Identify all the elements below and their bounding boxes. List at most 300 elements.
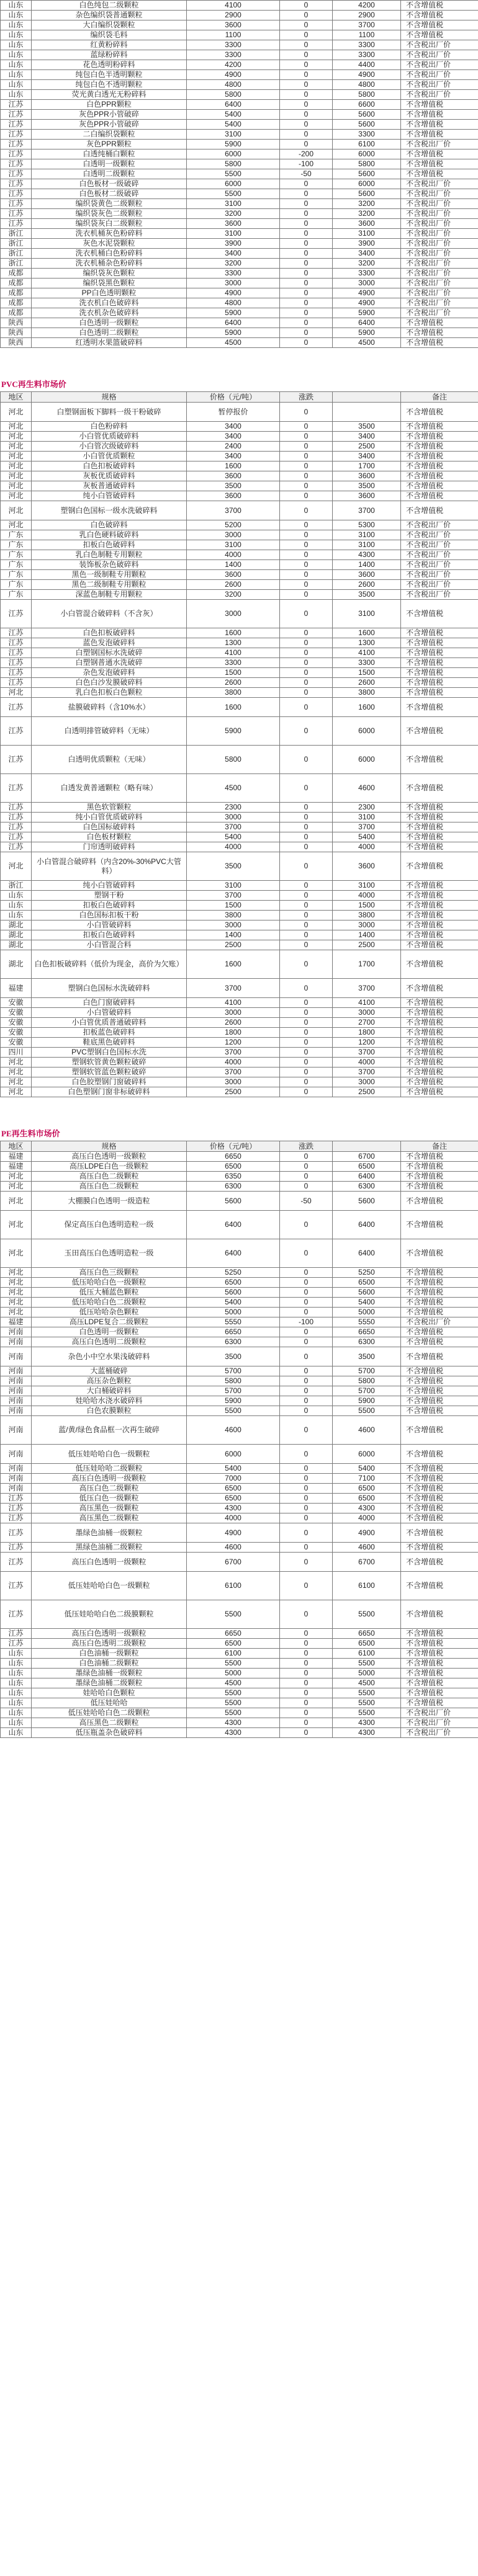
prev-cell: 5600 [333, 169, 401, 179]
note-cell: 不含增值税 [401, 698, 478, 717]
region-cell: 浙江 [1, 229, 32, 239]
price-table [0, 391, 478, 1097]
change-cell: 0 [280, 120, 333, 130]
change-cell: 0 [280, 50, 333, 60]
prev-cell: 6500 [333, 1278, 401, 1288]
change-cell: 0 [280, 452, 333, 461]
table-row [1, 1087, 478, 1097]
price-cell: 3600 [187, 20, 280, 30]
prev-cell: 6700 [333, 1152, 401, 1162]
spec-cell: 小白管破碎料 [32, 920, 187, 930]
table-row [1, 70, 478, 80]
spec-cell: 高压白色透明二级颗粒 [32, 1337, 187, 1347]
price-cell: 4900 [187, 70, 280, 80]
prev-cell: 1700 [333, 461, 401, 471]
region-cell: 湖北 [1, 950, 32, 979]
price-cell: 5800 [187, 1376, 280, 1386]
spec-cell: 白色国标破碎料 [32, 822, 187, 832]
spec-cell: 编织袋毛料 [32, 30, 187, 40]
prev-cell: 3100 [333, 229, 401, 239]
table-row [1, 698, 478, 717]
table-row [1, 1464, 478, 1474]
note-cell: 不含增值税 [401, 1669, 478, 1678]
prev-cell: 2600 [333, 678, 401, 688]
note-cell: 不含税出厂价 [401, 298, 478, 308]
price-cell: 2600 [187, 580, 280, 590]
spec-cell: 小白管优质破碎料 [32, 432, 187, 442]
region-cell: 河南 [1, 1445, 32, 1464]
spec-cell: 低压娃哈哈白色二级颗粒 [32, 1708, 187, 1718]
spec-cell: 二白编织袋颗粒 [32, 130, 187, 140]
prev-cell: 5250 [333, 1268, 401, 1278]
price-cell: 3500 [187, 481, 280, 491]
prev-cell: 1300 [333, 638, 401, 648]
prev-cell: 3000 [333, 1077, 401, 1087]
price-cell: 5600 [187, 1192, 280, 1211]
price-cell: 3400 [187, 432, 280, 442]
price-cell: 2600 [187, 1018, 280, 1028]
change-cell: 0 [280, 1464, 333, 1474]
region-cell: 河南 [1, 1337, 32, 1347]
prev-cell: 3900 [333, 239, 401, 249]
spec-cell: 大棚膜白色透明一级造粒 [32, 1192, 187, 1211]
note-cell: 不含增值税 [401, 1523, 478, 1543]
change-cell: 0 [280, 1504, 333, 1513]
region-cell: 江苏 [1, 628, 32, 638]
spec-cell: 洗衣机桶杂色粉碎料 [32, 259, 187, 269]
region-cell: 河北 [1, 491, 32, 501]
spec-cell: 白色透明一级颗粒 [32, 318, 187, 328]
spec-cell: 编织袋黑色颗粒 [32, 279, 187, 288]
region-cell: 江苏 [1, 842, 32, 852]
table-row [1, 668, 478, 678]
spec-cell: 塑钢白色国标水洗破碎料 [32, 979, 187, 998]
note-cell: 不含增值税 [401, 1474, 478, 1484]
price-cell: 5800 [187, 90, 280, 100]
table-row [1, 648, 478, 658]
prev-cell: 3100 [333, 813, 401, 822]
change-cell: 0 [280, 199, 333, 209]
change-cell: 0 [280, 930, 333, 940]
table-row [1, 1708, 478, 1718]
note-cell: 不含增值税 [401, 30, 478, 40]
table-row [1, 1366, 478, 1376]
region-cell: 河南 [1, 1347, 32, 1366]
price-cell: 3200 [187, 209, 280, 219]
price-cell: 3700 [187, 501, 280, 520]
note-cell: 不含增值税 [401, 403, 478, 422]
prev-cell: 1400 [333, 560, 401, 570]
table-row [1, 920, 478, 930]
change-cell: 0 [280, 1058, 333, 1067]
note-cell: 不含增值税 [401, 1504, 478, 1513]
region-cell: 江苏 [1, 140, 32, 149]
price-cell: 3700 [187, 1048, 280, 1058]
region-cell: 江苏 [1, 1553, 32, 1572]
spec-cell: 高压LDPE白色一级颗粒 [32, 1162, 187, 1172]
change-cell: 0 [280, 600, 333, 628]
table-row [1, 1317, 478, 1327]
prev-cell: 6650 [333, 1327, 401, 1337]
note-cell: 不含增值税 [401, 774, 478, 803]
table-row [1, 881, 478, 891]
price-cell: 5800 [187, 746, 280, 774]
table-row [1, 442, 478, 452]
table-row [1, 540, 478, 550]
price-table [0, 1141, 478, 1738]
table-row [1, 1162, 478, 1172]
note-cell: 不含增值税 [401, 881, 478, 891]
region-cell: 山东 [1, 1718, 32, 1728]
region-cell: 河北 [1, 1077, 32, 1087]
table-row [1, 1, 478, 11]
region-cell: 江苏 [1, 822, 32, 832]
region-cell: 江苏 [1, 832, 32, 842]
spec-cell: 花色透明粉碎料 [32, 60, 187, 70]
price-cell: 3000 [187, 1077, 280, 1087]
region-cell: 广东 [1, 580, 32, 590]
note-cell: 不含税出厂价 [401, 1708, 478, 1718]
table-row [1, 1494, 478, 1504]
prev-cell: 6500 [333, 1162, 401, 1172]
price-cell: 5500 [187, 1600, 280, 1629]
region-cell: 山东 [1, 30, 32, 40]
prev-cell: 4600 [333, 774, 401, 803]
region-cell: 成都 [1, 308, 32, 318]
region-cell: 浙江 [1, 881, 32, 891]
change-cell: 0 [280, 239, 333, 249]
note-cell: 不含增值税 [401, 159, 478, 169]
note-cell: 不含增值税 [401, 110, 478, 120]
price-cell: 6500 [187, 1639, 280, 1649]
price-cell: 3500 [187, 1347, 280, 1366]
prev-cell: 4000 [333, 1513, 401, 1523]
prev-cell: 1400 [333, 930, 401, 940]
spec-cell: 白色农膜颗粒 [32, 1406, 187, 1416]
table-row [1, 1192, 478, 1211]
table-row [1, 901, 478, 911]
table-row [1, 580, 478, 590]
region-cell: 河北 [1, 403, 32, 422]
table-row [1, 688, 478, 698]
region-cell: 山东 [1, 901, 32, 911]
prev-cell: 5600 [333, 110, 401, 120]
change-cell: 0 [280, 628, 333, 638]
region-cell: 江苏 [1, 209, 32, 219]
price-cell: 3100 [187, 229, 280, 239]
note-cell: 不含增值税 [401, 501, 478, 520]
change-cell: 0 [280, 891, 333, 901]
price-cell: 4500 [187, 338, 280, 348]
table-row [1, 774, 478, 803]
region-cell: 河南 [1, 1416, 32, 1445]
region-cell: 山东 [1, 1688, 32, 1698]
change-cell: 0 [280, 1087, 333, 1097]
region-cell: 安徽 [1, 1018, 32, 1028]
prev-cell: 5300 [333, 520, 401, 530]
prev-cell: 5900 [333, 1396, 401, 1406]
change-cell: 0 [280, 1337, 333, 1347]
region-cell: 山东 [1, 40, 32, 50]
change-cell: 0 [280, 950, 333, 979]
price-table [0, 0, 478, 348]
note-cell: 不含增值税 [401, 422, 478, 432]
prev-cell: 5700 [333, 1366, 401, 1376]
price-cell: 1800 [187, 1028, 280, 1038]
prev-cell: 4000 [333, 842, 401, 852]
prev-cell: 5500 [333, 1406, 401, 1416]
note-cell: 不含增值税 [401, 11, 478, 20]
note-cell: 不含增值税 [401, 746, 478, 774]
region-cell: 江苏 [1, 100, 32, 110]
spec-cell: 灰色PPR颗粒 [32, 140, 187, 149]
change-cell: 0 [280, 1513, 333, 1523]
prev-cell: 5700 [333, 1386, 401, 1396]
region-cell: 江苏 [1, 813, 32, 822]
region-cell: 河北 [1, 432, 32, 442]
note-cell: 不含增值税 [401, 100, 478, 110]
price-cell: 5900 [187, 717, 280, 746]
price-cell: 3300 [187, 658, 280, 668]
section-title: PE再生料市场价 [1, 1129, 60, 1138]
spec-cell: 扣板白色破碎料 [32, 540, 187, 550]
region-cell: 广东 [1, 560, 32, 570]
price-cell: 1600 [187, 461, 280, 471]
table-row [1, 1028, 478, 1038]
price-cell: 4900 [187, 288, 280, 298]
table-row [1, 832, 478, 842]
spec-cell: 乳白色制鞋专用颗粒 [32, 550, 187, 560]
spec-cell: 低压娃哈哈 [32, 1698, 187, 1708]
table-row [1, 80, 478, 90]
price-cell: 5700 [187, 1386, 280, 1396]
change-cell: 0 [280, 560, 333, 570]
note-cell: 不含增值税 [401, 1038, 478, 1048]
note-cell: 不含税出厂价 [401, 1728, 478, 1738]
price-cell: 6100 [187, 1572, 280, 1600]
table-row [1, 1067, 478, 1077]
note-cell: 不含增值税 [401, 1513, 478, 1523]
prev-cell: 6400 [333, 1172, 401, 1182]
note-cell: 不含增值税 [401, 169, 478, 179]
region-cell: 河南 [1, 1396, 32, 1406]
region-cell: 江苏 [1, 774, 32, 803]
note-cell: 不含增值税 [401, 1288, 478, 1298]
price-cell: 5400 [187, 110, 280, 120]
change-cell: 0 [280, 288, 333, 298]
table-row [1, 1347, 478, 1366]
table-row [1, 1649, 478, 1659]
region-cell: 河北 [1, 1192, 32, 1211]
spec-cell: 编织袋灰色颗粒 [32, 269, 187, 279]
prev-cell: 5900 [333, 328, 401, 338]
prev-cell: 6600 [333, 100, 401, 110]
table-row [1, 100, 478, 110]
prev-cell: 4300 [333, 1504, 401, 1513]
note-cell: 不含增值税 [401, 328, 478, 338]
price-cell: 4100 [187, 1, 280, 11]
region-cell: 福建 [1, 1152, 32, 1162]
price-cell: 4300 [187, 1728, 280, 1738]
table-row [1, 269, 478, 279]
table-row [1, 60, 478, 70]
price-cell: 4100 [187, 648, 280, 658]
spec-cell: 黑色二级制鞋专用颗粒 [32, 580, 187, 590]
spec-cell: 纯包白色不透明颗粒 [32, 80, 187, 90]
spec-cell: 高压黑色二级颗粒 [32, 1718, 187, 1728]
spec-cell: 白塑钢面板下脚料一级干粉破碎 [32, 403, 187, 422]
table-row [1, 1396, 478, 1406]
change-cell: 0 [280, 1416, 333, 1445]
note-cell: 不含增值税 [401, 628, 478, 638]
change-cell: 0 [280, 1152, 333, 1162]
change-cell: 0 [280, 279, 333, 288]
table-row [1, 169, 478, 179]
prev-cell: 6000 [333, 717, 401, 746]
prev-cell: 6100 [333, 1572, 401, 1600]
spec-cell: 纯小白管破碎料 [32, 881, 187, 891]
table-row [1, 30, 478, 40]
table-row [1, 930, 478, 940]
table-row [1, 249, 478, 259]
table-row [1, 130, 478, 140]
spec-header: 规格 [32, 1141, 187, 1152]
prev-cell: 3100 [333, 530, 401, 540]
price-cell: 2300 [187, 803, 280, 813]
region-cell: 河北 [1, 852, 32, 881]
prev-cell: 3300 [333, 658, 401, 668]
table-row [1, 1513, 478, 1523]
spec-cell: 小白管优质颗粒 [32, 452, 187, 461]
change-cell: 0 [280, 520, 333, 530]
spec-cell: 低压娃哈哈白色一级颗粒 [32, 1572, 187, 1600]
table-row [1, 979, 478, 998]
prev-cell: 6400 [333, 1211, 401, 1239]
region-cell: 陕西 [1, 328, 32, 338]
prev-cell: 4400 [333, 60, 401, 70]
note-cell: 不含增值税 [401, 1649, 478, 1659]
table-row [1, 149, 478, 159]
prev-cell: 3000 [333, 279, 401, 288]
spec-cell: 白色板材一级破碎 [32, 179, 187, 189]
spec-cell: 大白编织袋颗粒 [32, 20, 187, 30]
region-cell: 安徽 [1, 1028, 32, 1038]
prev-cell: 2600 [333, 580, 401, 590]
note-cell: 不含增值税 [401, 1308, 478, 1317]
note-cell: 不含增值税 [401, 842, 478, 852]
price-cell: 4500 [187, 1678, 280, 1688]
prev-cell: 5400 [333, 1464, 401, 1474]
note-cell: 不含增值税 [401, 852, 478, 881]
note-cell: 不含税出厂价 [401, 550, 478, 560]
prev-cell: 6400 [333, 1239, 401, 1268]
note-cell: 不含税出厂价 [401, 269, 478, 279]
spec-cell: 洗衣机杂色破碎料 [32, 308, 187, 318]
region-cell: 江苏 [1, 1543, 32, 1553]
price-cell: 5500 [187, 169, 280, 179]
note-cell: 不含税出厂价 [401, 288, 478, 298]
region-cell: 广东 [1, 540, 32, 550]
price-cell: 5500 [187, 1688, 280, 1698]
region-cell: 山东 [1, 60, 32, 70]
price-cell: 1400 [187, 560, 280, 570]
table-row [1, 328, 478, 338]
table-row [1, 1572, 478, 1600]
change-cell: 0 [280, 550, 333, 560]
prev-cell: 3500 [333, 481, 401, 491]
change-cell: 0 [280, 70, 333, 80]
table-row [1, 1474, 478, 1484]
price-cell: 4800 [187, 298, 280, 308]
change-cell: -100 [280, 159, 333, 169]
spec-cell: 高压白色透明一级颗粒 [32, 1553, 187, 1572]
spec-cell: 黑色软管颗粒 [32, 803, 187, 813]
spec-cell: 白色透明二级颗粒 [32, 328, 187, 338]
change-cell: 0 [280, 249, 333, 259]
change-cell: 0 [280, 570, 333, 580]
change-cell: 0 [280, 1669, 333, 1678]
spec-cell: 洗衣机桶白色粉碎料 [32, 249, 187, 259]
prev-cell: 6300 [333, 1337, 401, 1347]
note-cell: 不含税出厂价 [401, 520, 478, 530]
region-cell: 河北 [1, 1067, 32, 1077]
change-cell: 0 [280, 1629, 333, 1639]
spec-cell: 高压白色透明一级颗粒 [32, 1474, 187, 1484]
prev-cell: 3500 [333, 422, 401, 432]
table-row [1, 950, 478, 979]
note-cell: 不含增值税 [401, 638, 478, 648]
change-cell: 0 [280, 822, 333, 832]
note-cell: 不含增值税 [401, 1600, 478, 1629]
price-cell: 5800 [187, 159, 280, 169]
table-row [1, 298, 478, 308]
prev-cell: 6700 [333, 1553, 401, 1572]
note-cell: 不含增值税 [401, 1018, 478, 1028]
price-cell: 4300 [187, 1504, 280, 1513]
section-gap [0, 348, 478, 367]
note-cell: 不含增值税 [401, 668, 478, 678]
table-row [1, 1523, 478, 1543]
region-cell: 山东 [1, 1649, 32, 1659]
prev-cell: 5550 [333, 1317, 401, 1327]
prev-cell: 3100 [333, 600, 401, 628]
change-cell: 0 [280, 1288, 333, 1298]
price-cell: 5900 [187, 1396, 280, 1406]
note-cell: 不含增值税 [401, 1337, 478, 1347]
prev-cell: 3500 [333, 1347, 401, 1366]
price-cell: 3700 [187, 891, 280, 901]
region-cell: 成都 [1, 269, 32, 279]
price-cell: 1100 [187, 30, 280, 40]
price-cell: 4600 [187, 1416, 280, 1445]
table-row [1, 658, 478, 668]
price-cell: 3000 [187, 600, 280, 628]
prev-cell: 3700 [333, 501, 401, 520]
price-cell: 6500 [187, 1484, 280, 1494]
price-cell: 5500 [187, 189, 280, 199]
note-cell: 不含增值税 [401, 338, 478, 348]
change-cell: 0 [280, 100, 333, 110]
region-cell: 河南 [1, 1484, 32, 1494]
table-row [1, 491, 478, 501]
change-cell: 0 [280, 842, 333, 852]
price-cell: 5500 [187, 1659, 280, 1669]
change-cell: 0 [280, 1008, 333, 1018]
table-row [1, 90, 478, 100]
region-cell: 河南 [1, 1406, 32, 1416]
change-cell: 0 [280, 920, 333, 930]
change-cell: 0 [280, 1211, 333, 1239]
